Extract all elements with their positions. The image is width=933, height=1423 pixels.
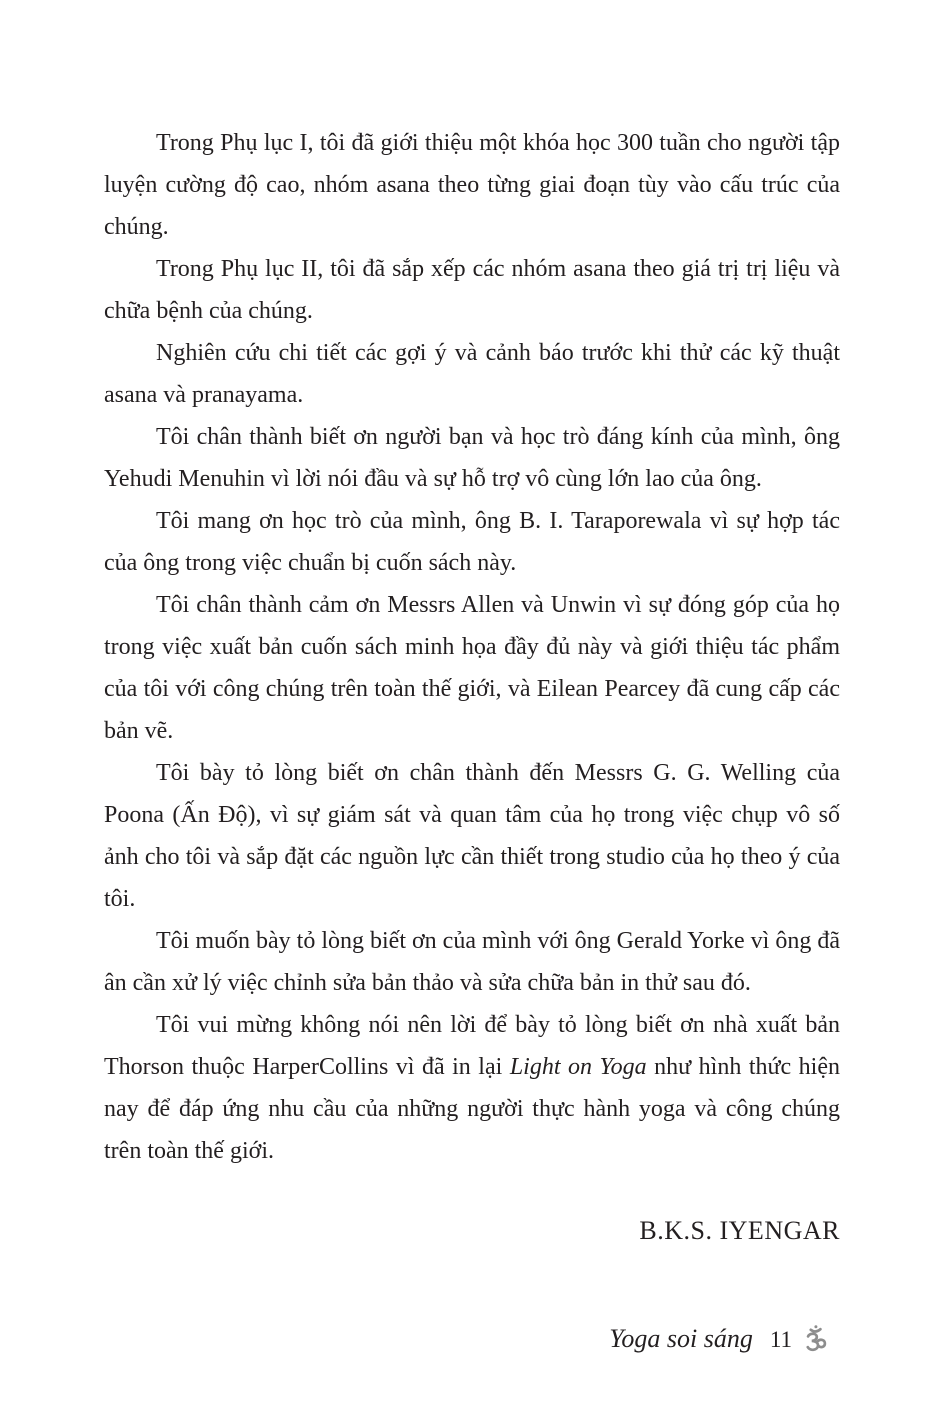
author-signature: B.K.S. IYENGAR: [639, 1216, 840, 1245]
acknowledgements-text: [104, 122, 840, 1252]
paragraph-list: [104, 122, 840, 1172]
paragraph: Tôi vui mừng không nói nên lời để bày tỏ lòng biết ơn nhà xuất bản Thorson thuộc HarperCollins vì đã in lại Light on Yoga như hình thức hiện nay để đáp ứng nhu cầu của những người thực hành yoga và công chúng trên toàn thế giới.: [104, 1012, 841, 1164]
paragraph: Trong Phụ lục II, tôi đã sắp xếp các nhóm asana theo giá trị trị liệu và chữa bệnh của chúng.: [104, 256, 840, 324]
paragraph: Trong Phụ lục I, tôi đã giới thiệu một khóa học 300 tuần cho người tập luyện cường độ cao, nhóm asana theo từng giai đoạn tùy vào cấu trúc của chúng.: [104, 130, 840, 240]
paragraph: Tôi chân thành biết ơn người bạn và học trò đáng kính của mình, ông Yehudi Menuhin vì lời nói đầu và sự hỗ trợ vô cùng lớn lao của ông.: [104, 424, 840, 492]
footer-page-number: 11: [769, 1327, 792, 1352]
paragraph: Tôi muốn bày tỏ lòng biết ơn của mình với ông Gerald Yorke vì ông đã ân cần xử lý việc chỉnh sửa bản thảo và sửa chữa bản in thử sau đó.: [104, 928, 840, 996]
footer-book-title: Yoga soi sáng: [609, 1324, 753, 1353]
paragraph: Tôi mang ơn học trò của mình, ông B. I. Taraporewala vì sự hợp tác của ông trong việc chuẩn bị cuốn sách này.: [104, 508, 840, 576]
paragraph: Tôi bày tỏ lòng biết ơn chân thành đến Messrs G. G. Welling của Poona (Ấn Độ), vì sự giám sát và quan tâm của họ trong việc chụp vô số ảnh cho tôi và sắp đặt các nguồn lực cần thiết trong studio của họ theo ý của tôi.: [104, 760, 840, 912]
paragraph: Tôi chân thành cảm ơn Messrs Allen và Unwin vì sự đóng góp của họ trong việc xuất bản cuốn sách minh họa đầy đủ này và giới thiệu tác phẩm của tôi với công chúng trên toàn thế giới, và Eilean Pearcey đã cung cấp các bản vẽ.: [104, 592, 840, 744]
om-icon: [800, 1325, 830, 1360]
paragraph: Nghiên cứu chi tiết các gợi ý và cảnh báo trước khi thử các kỹ thuật asana và pranayama.: [104, 340, 840, 408]
page-footer: [609, 1324, 830, 1360]
